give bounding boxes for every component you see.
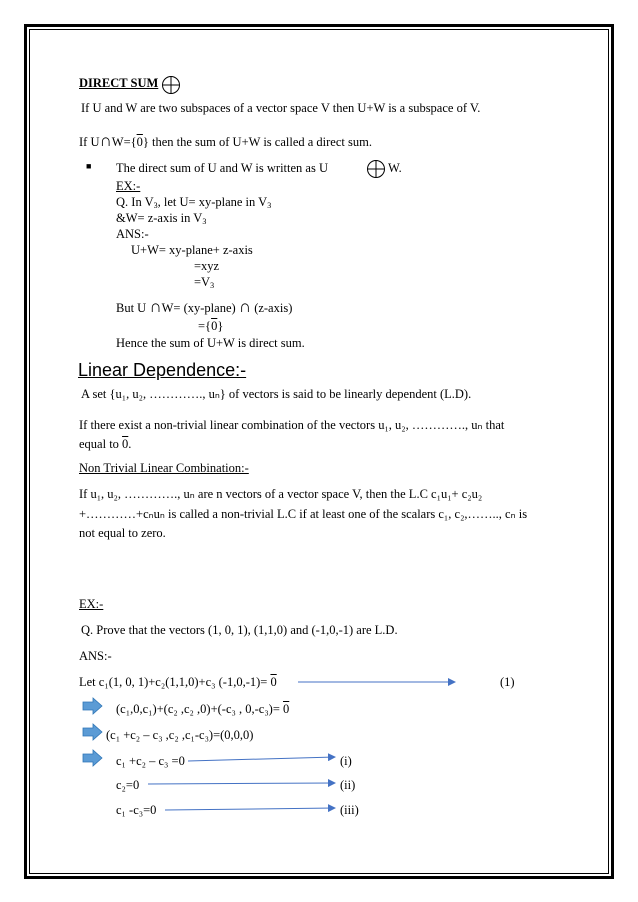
ld-definition-1: A set {u₁, u₂, …………., uₙ} of vectors is said to be linearly dependent (L.D). (81, 387, 472, 401)
bullet-text: The direct sum of U and W is written as U (116, 161, 328, 175)
zero-set-a: ={ (198, 319, 212, 333)
but-end: (z-axis) (254, 301, 293, 315)
equation-tag-1: (1) (500, 675, 515, 689)
cond-mid: W={ (111, 135, 137, 149)
arrow-line-i (188, 757, 335, 761)
example2-answer-label: ANS:- (79, 649, 112, 663)
q1-b: , let U= xy-plane in V (157, 195, 268, 209)
arrow-line-iii (165, 808, 335, 810)
def3-pre: equal to (79, 437, 123, 451)
non-trivial-line1: If u₁, u₂, …………., uₙ are n vectors of a vector space V, then the L.C c₁u₁+ c₂u₂ (79, 487, 483, 501)
but-pre: But U (116, 301, 147, 315)
example2-label: EX:- (79, 597, 104, 611)
equation-iii: c₁ -c₃=0 (116, 803, 157, 817)
answer-label: ANS:- (116, 227, 149, 241)
bullet-end: W. (388, 161, 402, 175)
arrow-line-ii (148, 783, 335, 784)
equation-tag-i: (i) (340, 754, 352, 768)
example2-question: Q. Prove that the vectors (1, 0, 1), (1,1,0) and (-1,0,-1) are L.D. (81, 623, 398, 637)
let-text: Let c₁(1, 0, 1)+c₂(1,1,0)+c₃ (-1,0,-1)= (79, 675, 271, 689)
non-trivial-heading: Non Trivial Linear Combination:- (79, 461, 249, 475)
zero-vector: 0 (283, 702, 290, 716)
implies-arrow-icon (83, 698, 102, 714)
but-mid: W= (xy-plane) (161, 301, 236, 315)
implies-arrow-icon (83, 750, 102, 766)
cond-pre: If U (79, 135, 100, 149)
zero-vector: 0 (136, 135, 143, 149)
non-trivial-line2: +…………+cₙuₙ is called a non-trivial L.C if at least one of the scalars c₁, c₂,…….., cₙ is (79, 507, 528, 521)
a3-a: =V (194, 275, 211, 289)
equation-ii: c₂=0 (116, 778, 140, 792)
q1-sub: 3 (153, 201, 158, 210)
answer-line2: =xyz (194, 259, 220, 273)
linear-dependence-heading: Linear Dependence:- (78, 360, 247, 380)
intersection-symbol: ∩ (99, 131, 112, 150)
intersection-symbol: ∩ (238, 297, 252, 316)
q1-a: Q. In V (116, 195, 154, 209)
def3-end: . (128, 437, 132, 451)
example-label: EX:- (116, 179, 141, 193)
zero-vector: 0 (122, 437, 129, 451)
zero-set-b: } (217, 319, 224, 333)
q2-a: &W= z-axis in V (116, 211, 203, 225)
intersection-symbol: ∩ (149, 297, 162, 316)
direct-sum-heading: DIRECT SUM (79, 76, 159, 90)
zero-vector: 0 (270, 675, 277, 689)
equation-tag-iii: (iii) (340, 803, 359, 817)
q2-sub: 3 (202, 217, 207, 226)
cond-post: } then the sum of U+W is called a direct sum. (142, 135, 372, 149)
step1-text: (c₁,0,c₁)+(c₂ ,c₂ ,0)+(-c₃ , 0,-c₃)= (116, 702, 284, 716)
ld-definition-2: If there exist a non-trivial linear combination of the vectors u₁, u₂, …………., uₙ that (79, 418, 505, 432)
bullet-icon: ■ (86, 161, 92, 171)
answer-line1: U+W= xy-plane+ z-axis (131, 243, 253, 257)
non-trivial-line3: not equal to zero. (79, 526, 166, 540)
implies-arrow-icon (83, 724, 102, 740)
step2-line: (c₁ +c₂ – c₃ ,c₂ ,c₁-c₃)=(0,0,0) (106, 728, 254, 742)
a3-sub: 3 (210, 281, 215, 290)
q1-sub2: 3 (267, 201, 272, 210)
hence-line: Hence the sum of U+W is direct sum. (116, 336, 305, 350)
equation-tag-ii: (ii) (340, 778, 356, 792)
equation-i: c₁ +c₂ – c₃ =0 (116, 754, 185, 768)
direct-sum-definition: If U and W are two subspaces of a vector space V then U+W is a subspace of V. (81, 101, 481, 115)
zero-vector: 0 (211, 319, 218, 333)
